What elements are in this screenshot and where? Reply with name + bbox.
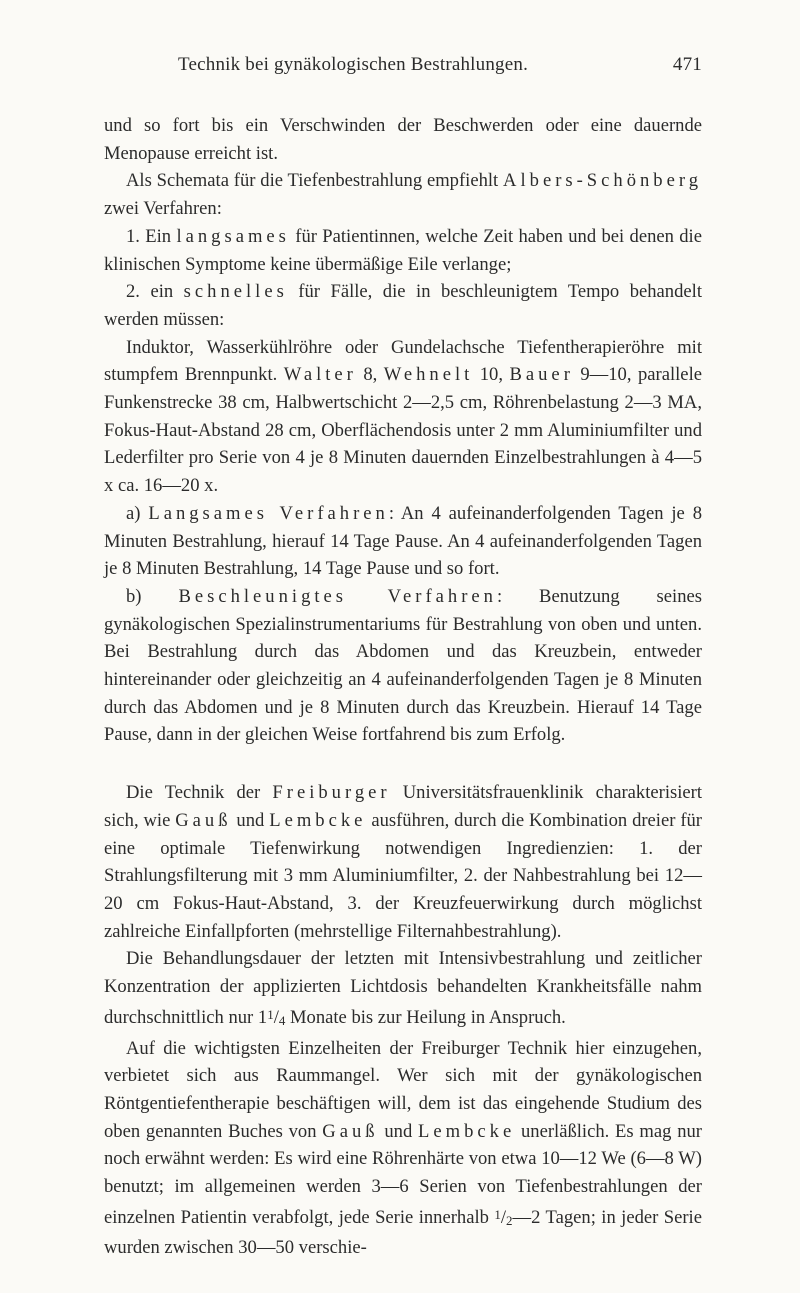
emphasis: Beschleunigtes Verfahren bbox=[178, 585, 497, 607]
author-name: Gauß bbox=[322, 1120, 379, 1142]
paragraph: Die Technik der Freiburger Universitätsfrauenklinik charakterisiert sich, wie Gauß und Lembcke ausführen, durch die Kombination dreier für eine optimale Tiefenwirkung notwendigen Ingredienzien: 1. der Strahlungsfilterung mit 3 mm Aluminiumfilter, 2. der Nahbestrahlung bei 12—20 cm Fokus-Haut-Abstand, 3. der Kreuzfeuerwirkung durch möglichst zahlreiche Einfallpforten (mehrstellige Filternahbestrahlung). bbox=[104, 782, 703, 942]
list-item: 2. ein schnelles für Fälle, die in beschleunigtem Tempo behandelt werden müssen: bbox=[104, 281, 702, 330]
list-item: b) Beschleunigtes Verfahren: Benutzung seines gynäkologischen Spezialinstrumentariums für Bestrahlung von oben und unten. Bei Bestrahlung durch das Abdomen und das Kreuzbein, entweder hintereinander oder gleichzeitig an 4 aufeinanderfolgenden Tagen je 8 Minuten durch das Abdomen und je 8 Minuten durch das Kreuzbein. Hierauf 14 Tage Pause, dann in der gleichen Weise fortfahrend bis zum Erfolg. bbox=[104, 585, 702, 746]
paragraph: Als Schemata für die Tiefenbestrahlung empfiehlt Albers-Schönberg zwei Verfahren: bbox=[104, 170, 702, 220]
paragraph: Induktor, Wasserkühlröhre oder Gundelachsche Tiefentherapieröhre mit stumpfem Brennpunkt. Walter 8, Wehnelt 10, Bauer 9—10, parallele Funkenstrecke 38 cm, Halbwertschicht 2—2,5 cm, Röhrenbelastung 2—3 MA, Fokus-Haut-Abstand 28 cm, Oberflächendosis unter 2 mm Aluminiumfilter und Lederfilter pro Serie von 4 je 8 Minuten dauernden Einzelbestrahlungen à 4—5 x ca. 16—20 x. bbox=[104, 336, 702, 497]
author-name: Lembcke bbox=[418, 1120, 516, 1142]
section-gap bbox=[104, 749, 702, 779]
emphasis: schnelles bbox=[183, 281, 288, 303]
running-title: Technik bei gynäkologischen Bestrahlungen. bbox=[178, 54, 529, 75]
author-name: Gauß bbox=[175, 809, 232, 831]
emphasis: Freiburger bbox=[272, 782, 391, 804]
author-name: Wehnelt bbox=[383, 364, 474, 386]
body-text bbox=[104, 112, 702, 1262]
list-item: a) Langsames Verfahren: An 4 aufeinanderfolgenden Tagen je 8 Minuten Bestrahlung, hierauf 14 Tage Pause. An 4 aufeinanderfolgenden Tagen je 8 Minuten Bestrahlung, 14 Tage Pause und so fort. bbox=[104, 502, 702, 580]
emphasis: Langsames Verfahren bbox=[148, 502, 389, 524]
author-name: Walter bbox=[283, 364, 357, 386]
emphasis: langsames bbox=[176, 225, 290, 247]
author-name: Bauer bbox=[509, 364, 574, 386]
list-item: 1. Ein langsames für Patientinnen, welche Zeit haben und bei denen die klinischen Symptome keine übermäßige Eile verlange; bbox=[104, 225, 702, 275]
paragraph: Auf die wichtigsten Einzelheiten der Freiburger Technik hier einzugehen, verbietet sich aus Raummangel. Wer sich mit der gynäkologischen Röntgentiefentherapie beschäftigen will, dem ist das eingehende Studium des oben genannten Buches von Gauß und Lembcke unerläßlich. Es mag nur noch erwähnt werden: Es wird eine Röhrenhärte von etwa 10—12 We (6—8 W) benutzt; im allgemeinen werden 3—6 Serien von Tiefenbestrahlungen der einzelnen Patientin verabfolgt, jede Serie innerhalb $^1/_2—2$ Tagen; in jeder Serie wurden zwischen 30—50 verschie- bbox=[104, 1037, 703, 1259]
page-number: 471 bbox=[672, 54, 702, 75]
author-name: Albers-Schönberg bbox=[503, 170, 702, 192]
paragraph: und so fort bis ein Verschwinden der Beschwerden oder eine dauernde Menopause erreicht ist. bbox=[104, 115, 702, 164]
paragraph: Die Behandlungsdauer der letzten mit Intensivbestrahlung und zeitlicher Konzentration der applizierten Lichtdosis behandelten Krankheitsfälle nahm durchschnittlich nur $1^1/_4$ Monate bis zur Heilung in Anspruch. bbox=[104, 948, 702, 1028]
author-name: Lembcke bbox=[269, 809, 367, 831]
